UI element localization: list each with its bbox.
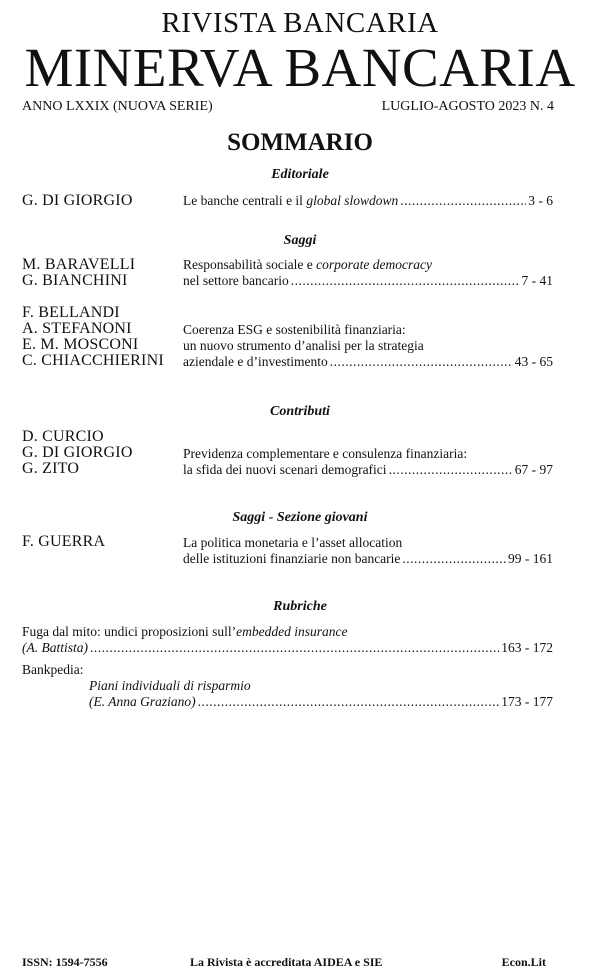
entry-title-line: Responsabilità sociale e corporate democracy <box>183 257 432 272</box>
toc-entry-contributi[interactable] <box>183 462 553 478</box>
accreditation: La Rivista è accreditata AIDEA e SIE <box>190 955 383 969</box>
dot-leader <box>198 694 500 710</box>
toc-entry-editoriale[interactable] <box>183 193 553 209</box>
entry-author: (E. Anna Graziano) <box>89 694 196 709</box>
dot-leader <box>402 551 506 567</box>
toc-entry-rubrica-1[interactable] <box>22 640 553 656</box>
entry-title: Le banche centrali e il global slowdown <box>183 193 399 208</box>
section-rubriche: Rubriche <box>273 599 327 614</box>
page-range: 173 - 177 <box>501 694 553 709</box>
author: G. BIANCHINI <box>22 272 128 289</box>
author: D. CURCIO <box>22 428 104 445</box>
entry-title-line: Fuga dal mito: undici proposizioni sull’embedded insurance <box>22 624 348 639</box>
page-range: 67 - 97 <box>514 462 553 477</box>
section-saggi: Saggi <box>283 233 317 248</box>
journal-subtitle: RIVISTA BANCARIA <box>161 7 439 39</box>
page-range: 3 - 6 <box>528 193 553 208</box>
page-range: 99 - 161 <box>508 551 553 566</box>
entry-title-line: aziendale e d’investimento <box>183 354 328 369</box>
dot-leader <box>389 462 513 478</box>
section-contributi: Contributi <box>270 404 330 419</box>
issue-year: ANNO LXXIX (NUOVA SERIE) <box>22 99 213 114</box>
author: E. M. MOSCONI <box>22 336 139 353</box>
issn: ISSN: 1594-7556 <box>22 955 108 969</box>
entry-title-line: un nuovo strumento d’analisi per la strategia <box>183 338 424 353</box>
author: C. CHIACCHIERINI <box>22 352 164 369</box>
rubrica-label: Bankpedia: <box>22 662 84 677</box>
author: F. BELLANDI <box>22 304 120 321</box>
toc-entry-rubrica-2[interactable] <box>89 694 553 710</box>
entry-title-line: delle istituzioni finanziarie non bancarie <box>183 551 401 566</box>
entry-title-line: nel settore bancario <box>183 273 289 288</box>
econlit: Econ.Lit <box>501 955 546 969</box>
author: G. DI GIORGIO <box>22 444 133 461</box>
dot-leader <box>400 193 526 209</box>
author: G. DI GIORGIO <box>22 192 133 209</box>
dot-leader <box>330 354 513 370</box>
toc-entry-giovani[interactable] <box>183 551 553 567</box>
issue-number: LUGLIO-AGOSTO 2023 N. 4 <box>381 99 554 114</box>
entry-title-line: Coerenza ESG e sostenibilità finanziaria: <box>183 322 406 337</box>
dot-leader <box>90 640 499 656</box>
toc-entry-saggi-2[interactable] <box>183 354 553 370</box>
author: M. BARAVELLI <box>22 256 136 273</box>
entry-title-line: La politica monetaria e l’asset allocation <box>183 535 403 550</box>
toc-entry-saggi-1[interactable] <box>183 273 553 289</box>
entry-title-line: Previdenza complementare e consulenza finanziaria: <box>183 446 468 461</box>
page-range: 43 - 65 <box>514 354 553 369</box>
section-giovani: Saggi - Sezione giovani <box>232 510 368 525</box>
page-title: SOMMARIO <box>227 129 373 156</box>
entry-title-line: Piani individuali di risparmio <box>89 678 251 693</box>
entry-title-line: la sfida dei nuovi scenari demografici <box>183 462 387 477</box>
author: F. GUERRA <box>22 533 106 550</box>
author: A. STEFANONI <box>22 320 132 337</box>
dot-leader <box>291 273 520 289</box>
page-range: 163 - 172 <box>501 640 553 655</box>
page-range: 7 - 41 <box>521 273 553 288</box>
author: G. ZITO <box>22 460 80 477</box>
entry-author: (A. Battista) <box>22 640 88 655</box>
journal-title: MINERVA BANCARIA <box>24 37 576 98</box>
section-editoriale: Editoriale <box>271 167 329 182</box>
